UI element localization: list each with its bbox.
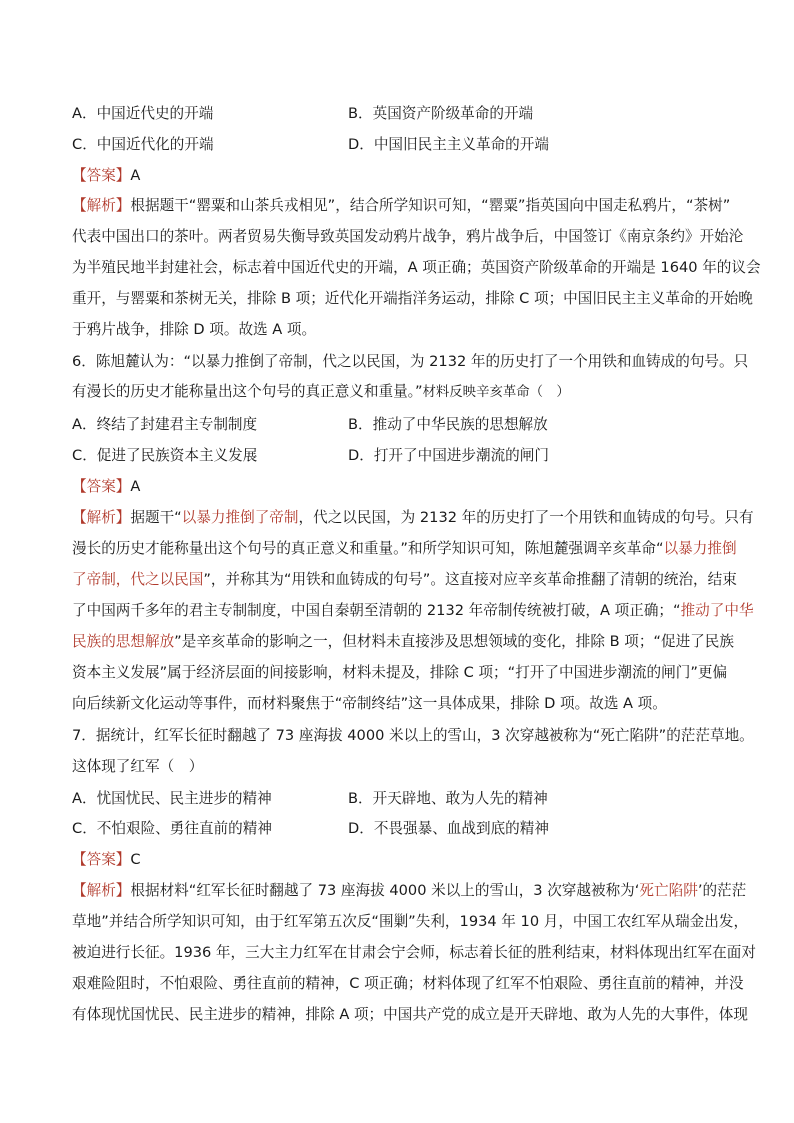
q5-option-d: D．中国旧民主主义革命的开端: [348, 136, 549, 153]
q7-analysis-line-2: 草地”并结合所学知识可知，由于红军第五次反“围剿”失利，1934 年 10 月，中国工农红军从瑞金出发，: [72, 913, 749, 930]
q7-stem-line-1: 7．据统计，红军长征时翻越了 73 座海拔 4000 米以上的雪山，3 次穿越被称为“死亡陷阱”的茫茫草地。: [72, 727, 754, 744]
q6-analysis-line-7: 向后续新文化运动等事件，而材料聚焦于“帝制终结”这一具体成果，排除 D 项。故选 A 项。: [72, 695, 667, 712]
q7-analysis-line-5: 有体现忧国忧民、民主进步的精神，排除 A 项；中国共产党的成立是开天辟地、敢为人先的大事件，体现: [72, 1006, 748, 1023]
q7-analysis-line-3: 被迫进行长征。1936 年，三大主力红军在甘肃会宁会师，标志着长征的胜利结束，材料体现出红军在面对: [72, 944, 756, 961]
answer-value: A: [130, 167, 141, 184]
highlight: 以暴力推倒了帝制: [181, 509, 299, 526]
q7-answer: [72, 850, 141, 870]
analysis-text: ’的茫茫: [697, 882, 747, 899]
analysis-text: ，代之以民国，为 2132 年的历史打了一个用铁和血铸成的句号。只有: [298, 509, 754, 526]
q5-analysis-line-2: 代表中国出口的茶叶。两者贸易失衡导致英国发动鸦片战争，鸦片战争后，中国签订《南京条约》开始沦: [72, 228, 744, 245]
answer-tag: 【答案】: [72, 478, 131, 495]
q5-option-b: B．英国资产阶级革命的开端: [348, 105, 534, 122]
analysis-tag: 【解析】: [72, 882, 131, 899]
q6-option-d: D．打开了中国进步潮流的闸门: [348, 447, 549, 464]
analysis-text: 据题干“: [130, 509, 182, 526]
q6-analysis-line-5: [72, 632, 734, 652]
highlight: 民族的思想解放: [72, 633, 175, 650]
q7-option-b: B．开天辟地、敢为人先的精神: [348, 790, 548, 807]
q5-analysis-line-1: [72, 196, 730, 216]
q5-analysis-line-4: 重开，与罂粟和茶树无关，排除 B 项；近代化开端指洋务运动，排除 C 项；中国旧民主主义革命的开始晚: [72, 290, 753, 307]
analysis-text: 根据题干“罂粟和山茶兵戎相见”，结合所学知识可知，“罂粟”指英国向中国走私鸦片，“茶树”: [130, 197, 731, 214]
highlight: 死亡陷阱: [639, 882, 698, 899]
analysis-text: ”，并称其为“用铁和血铸成的句号”。这直接对应辛亥革命推翻了清朝的统治，结束: [203, 571, 737, 588]
q6-stem-question: 材料反映辛亥革命（ ）: [422, 385, 570, 400]
q5-analysis-line-3: 为半殖民地半封建社会，标志着中国近代史的开端，A 项正确；英国资产阶级革命的开端是 1640 年的议会: [72, 259, 761, 276]
analysis-text: 漫长的历史才能称量出这个句号的真正意义和重量。”和所学知识可知，陈旭麓强调辛亥革命“: [72, 540, 664, 557]
q6-analysis-line-6: 资本主义发展”属于经济层面的间接影响，材料未提及，排除 C 项；“打开了中国进步潮流的闸门”更偏: [72, 664, 728, 681]
analysis-text: 根据材料“红军长征时翻越了 73 座海拔 4000 米以上的雪山，3 次穿越被称为‘: [130, 882, 640, 899]
q6-stem-line-1: 6．陈旭麓认为：“以暴力推倒了帝制，代之以民国，为 2132 年的历史打了一个用铁和血铸成的句号。只: [72, 353, 749, 370]
q6-analysis-line-3: [72, 570, 737, 590]
q5-option-a: A．中国近代史的开端: [72, 105, 214, 122]
answer-tag: 【答案】: [72, 851, 131, 868]
q5-option-c: C．中国近代化的开端: [72, 136, 214, 153]
answer-tag: 【答案】: [72, 167, 131, 184]
q7-analysis-line-4: 艰难险阻时，不怕艰险、勇往直前的精神，C 项正确；材料体现了红军不怕艰险、勇往直前的精神，并没: [72, 975, 744, 992]
analysis-text: ”是辛亥革命的影响之一，但材料未直接涉及思想领域的变化，排除 B 项；“促进了民族: [174, 633, 734, 650]
q6-analysis-line-2: [72, 539, 737, 559]
highlight: 了帝制，代之以民国: [72, 571, 204, 588]
q6-option-b: B．推动了中华民族的思想解放: [348, 416, 548, 433]
q7-option-c: C．不怕艰险、勇往直前的精神: [72, 820, 272, 837]
q6-analysis-line-4: [72, 601, 754, 621]
answer-value: A: [130, 478, 141, 495]
q5-analysis-line-5: 于鸦片战争，排除 D 项。故选 A 项。: [72, 321, 317, 338]
answer-value: C: [130, 851, 141, 868]
analysis-tag: 【解析】: [72, 509, 131, 526]
analysis-text: 了中国两千多年的君主专制制度，中国自秦朝至清朝的 2132 年帝制传统被打破，A 项正确；“: [72, 602, 681, 619]
highlight: 推动了中华: [680, 602, 754, 619]
analysis-tag: 【解析】: [72, 197, 131, 214]
q6-answer: [72, 477, 140, 497]
q7-option-a: A．忧国忧民、民主进步的精神: [72, 790, 272, 807]
q5-answer: [72, 166, 140, 186]
q6-option-c: C．促进了民族资本主义发展: [72, 447, 258, 464]
q6-stem-text: 有漫长的历史才能称量出这个句号的真正意义和重量。”: [72, 383, 423, 400]
q7-option-d: D．不畏强暴、血战到底的精神: [348, 820, 549, 837]
q7-stem-line-2: 这体现了红军（ ）: [72, 758, 204, 775]
q6-analysis-line-1: [72, 508, 754, 528]
highlight: 以暴力推倒: [663, 540, 737, 557]
q6-stem-line-2: [72, 382, 570, 403]
q7-analysis-line-1: [72, 881, 746, 901]
q6-option-a: A．终结了封建君主专制制度: [72, 416, 258, 433]
